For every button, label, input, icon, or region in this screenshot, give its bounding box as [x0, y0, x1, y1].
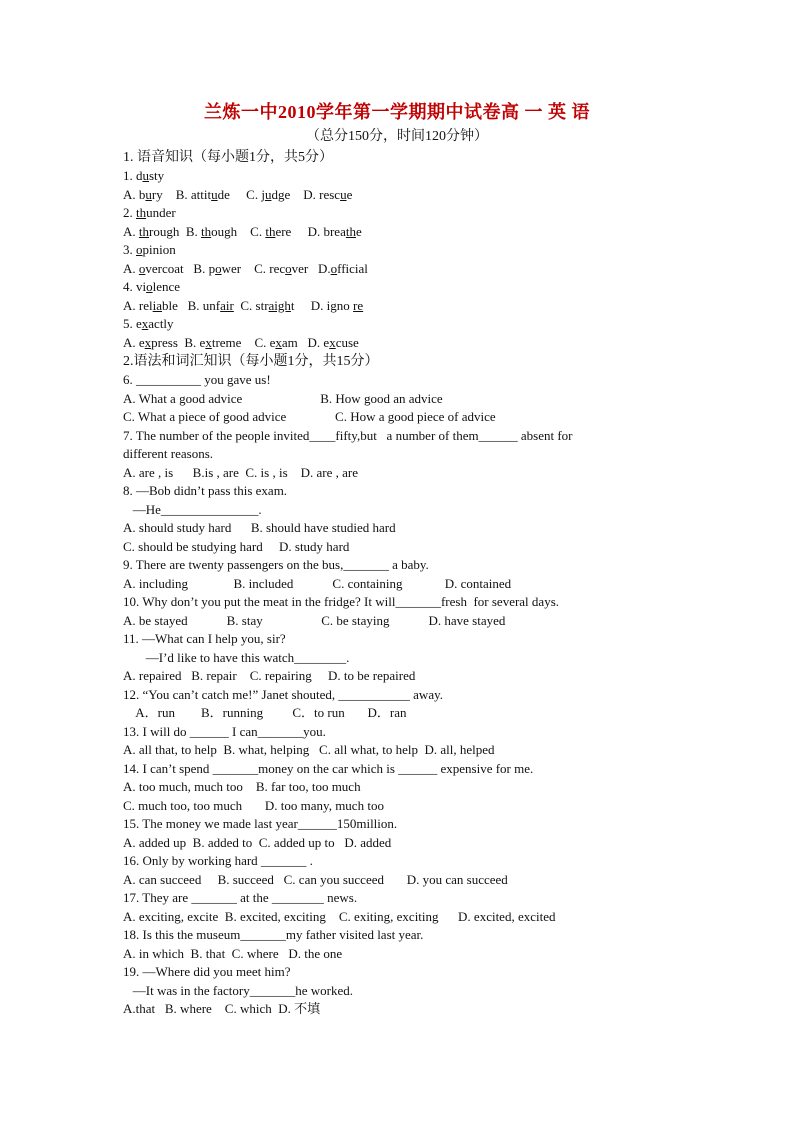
option-part: dge — [271, 186, 304, 202]
word-part: e — [136, 316, 142, 331]
option-part: am — [281, 334, 308, 350]
underlined-part: x — [205, 334, 212, 350]
option-part: B. — [185, 223, 202, 239]
exam-content — [123, 148, 668, 1019]
question-word — [123, 204, 668, 223]
exam-line: —It was in the factory_______he worked. — [123, 982, 353, 998]
option-part: B. p — [193, 260, 216, 276]
underlined-part: x — [141, 316, 149, 331]
underlined-part: x — [329, 334, 336, 350]
option-part: e — [355, 223, 362, 239]
option-part: wer — [221, 260, 255, 276]
option-part: rough — [149, 223, 186, 239]
exam-line: 13. I will do ______ I can_______you. — [123, 723, 326, 739]
word-part: d — [136, 168, 143, 183]
underlined-part: th — [138, 223, 150, 239]
exam-line: 14. I can’t spend _______money on the car which is ______ expensive for me. — [123, 760, 534, 776]
exam-line: 18. Is this the museum_______my father visited last year. — [123, 927, 424, 942]
exam-line: —I’d like to have this watch________. — [123, 649, 350, 665]
option-part: cuse — [335, 334, 359, 350]
option-part: ry — [151, 186, 176, 202]
option-part: A. b — [123, 186, 146, 202]
option-part: D. igno — [310, 297, 354, 313]
question-word — [123, 167, 668, 186]
exam-line: 10. Why don’t you put the meat in the fridge? It will_______fresh for several days. — [123, 594, 560, 609]
option-part: D. resc — [303, 186, 341, 202]
question-word — [123, 241, 668, 260]
option-part: C. rec — [254, 260, 286, 276]
section2-heading: 2.语法和词汇知识（每小题1分，共15分） — [123, 354, 379, 369]
option-part: t — [290, 297, 311, 313]
question-word — [123, 315, 668, 334]
word-part: sty — [149, 168, 165, 183]
word-part: pinion — [142, 242, 176, 257]
option-part: fficial — [337, 260, 368, 276]
option-part: C. — [250, 223, 266, 239]
option-part: C. j — [246, 186, 265, 202]
underlined-part: air — [220, 297, 234, 313]
page-subtitle: （总分150分，时间120分钟） — [306, 129, 488, 144]
exam-line: C. should be studying hard D. study hard — [123, 538, 350, 554]
option-part: de — [217, 186, 247, 202]
exam-line: A. repaired B. repair C. repairing D. to be repaired — [123, 668, 416, 683]
option-part: C. e — [254, 334, 276, 350]
exam-line: 11. —What can I help you, sir? — [123, 631, 286, 646]
section2-questions — [123, 371, 668, 1019]
section1-questions — [123, 167, 668, 352]
option-part: ble — [162, 297, 188, 313]
underlined-part: th — [265, 223, 276, 239]
option-part: ough — [211, 223, 251, 239]
underlined-part: o — [146, 279, 153, 294]
section1-heading: 1. 语音知识（每小题1分，共5分） — [123, 150, 333, 165]
question-number: 3. — [123, 242, 136, 257]
word-part: vi — [136, 279, 147, 294]
exam-line: A. What a good advice B. How good an advice — [123, 390, 443, 406]
answer-options — [123, 186, 668, 205]
underlined-part: aigh — [268, 297, 291, 313]
option-part: A. rel — [123, 297, 153, 313]
exam-line: C. What a piece of good advice C. How a good piece of advice — [123, 409, 496, 424]
exam-line: 6. __________ you gave us! — [123, 372, 271, 387]
underlined-part: o — [330, 260, 338, 276]
question-number: 1. — [123, 168, 136, 183]
option-part: C. str — [240, 297, 269, 313]
exam-line: A. should study hard B. should have studied hard — [123, 520, 396, 535]
question-number: 4. — [123, 279, 136, 294]
option-part: press — [151, 334, 185, 350]
underlined-part: th — [136, 205, 147, 220]
word-part: lence — [152, 279, 181, 294]
exam-line: A. in which B. that C. where D. the one — [123, 945, 343, 961]
answer-options — [123, 334, 668, 353]
option-part: A. e — [123, 334, 145, 350]
option-part: vercoat — [145, 260, 194, 276]
exam-line: A.that B. where C. which D. 不填 — [123, 1001, 321, 1016]
underlined-part: re — [353, 297, 364, 313]
exam-line: C. much too, too much D. too many, much too — [123, 797, 384, 813]
exam-line: A. including B. included C. containing D. contained — [123, 575, 512, 591]
underlined-part: x — [144, 334, 152, 350]
exam-line: 8. —Bob didn’t pass this exam. — [123, 483, 288, 498]
exam-line: 15. The money we made last year______150million. — [123, 816, 398, 831]
page-title: 兰炼一中2010学年第一学期期中试卷高 一 英 语 — [204, 102, 590, 122]
option-part: D. — [317, 260, 331, 276]
underlined-part: u — [142, 168, 149, 183]
option-part: D. brea — [307, 223, 346, 239]
underlined-part: u — [211, 186, 218, 202]
option-part: ere — [275, 223, 308, 239]
underlined-part: ia — [152, 297, 162, 313]
option-part: treme — [211, 334, 255, 350]
question-number: 2. — [123, 205, 136, 220]
option-part: D. e — [307, 334, 330, 350]
option-part: e — [346, 186, 353, 202]
underlined-part: o — [136, 242, 143, 257]
answer-options — [123, 223, 668, 242]
underlined-part: o — [285, 260, 292, 276]
exam-line: —He_______________. — [123, 501, 262, 517]
option-part: A. — [123, 260, 139, 276]
word-part: actly — [148, 316, 174, 331]
exam-line: A. exciting, excite B. excited, exciting C. exiting, exciting D. excited, excited — [123, 908, 556, 924]
exam-line: 12. “You can’t catch me!” Janet shouted, ___________ away. — [123, 686, 443, 702]
exam-line: different reasons. — [123, 446, 214, 461]
option-part: B. attit — [175, 186, 212, 202]
question-word — [123, 278, 668, 297]
answer-options — [123, 260, 668, 279]
question-number: 5. — [123, 316, 136, 331]
exam-line: A. can succeed B. succeed C. can you succeed D. you can succeed — [123, 871, 508, 887]
exam-line: A. be stayed B. stay C. be staying D. have stayed — [123, 612, 506, 628]
underlined-part: u — [145, 186, 152, 202]
option-part: ver — [291, 260, 318, 276]
option-part: B. e — [184, 334, 206, 350]
exam-line: A. all that, to help B. what, helping C. all what, to help D. all, helped — [123, 742, 495, 757]
underlined-part: x — [275, 334, 282, 350]
underlined-part: th — [201, 223, 212, 239]
exam-line: A．run B．running C．to run D．ran — [123, 705, 407, 720]
underlined-part: o — [138, 260, 146, 276]
underlined-part: th — [345, 223, 356, 239]
option-part: B. unf — [187, 297, 221, 313]
underlined-part: u — [264, 186, 272, 202]
exam-line: 19. —Where did you meet him? — [123, 964, 291, 979]
exam-line: 16. Only by working hard _______ . — [123, 853, 313, 868]
underlined-part: u — [340, 186, 347, 202]
underlined-part: o — [215, 260, 222, 276]
exam-line: 7. The number of the people invited____fifty,but a number of them______ absent for — [123, 427, 573, 443]
word-part: under — [146, 205, 176, 220]
exam-line: A. are , is B.is , are C. is , is D. are , are — [123, 464, 359, 480]
answer-options — [123, 297, 668, 316]
exam-line: A. added up B. added to C. added up to D. added — [123, 834, 392, 850]
exam-line: 9. There are twenty passengers on the bus,_______ a baby. — [123, 557, 429, 572]
option-part: A. — [123, 223, 139, 239]
exam-line: A. too much, much too B. far too, too much — [123, 779, 361, 794]
exam-line: 17. They are _______ at the ________ news. — [123, 890, 358, 905]
